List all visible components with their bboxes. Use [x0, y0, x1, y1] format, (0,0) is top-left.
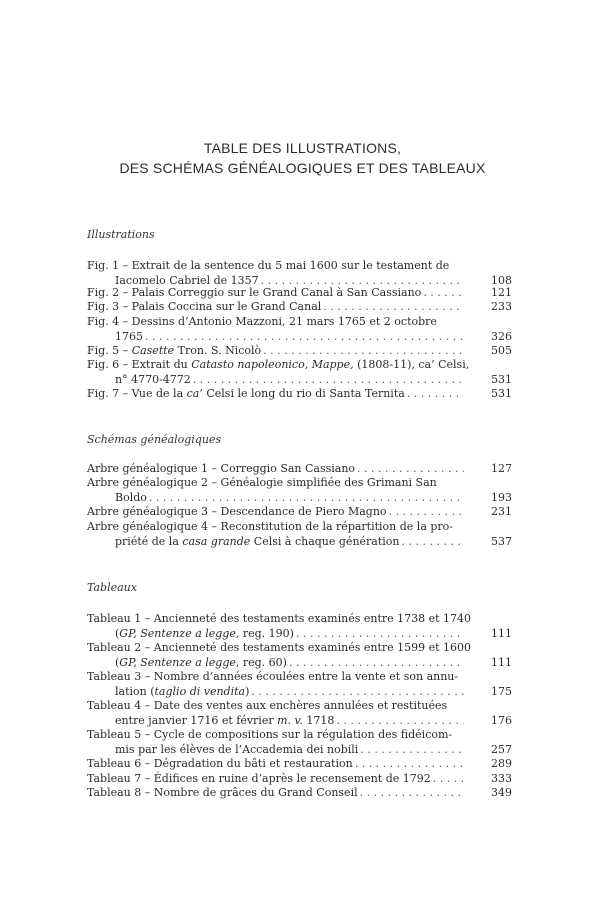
entry-text: Tableau 3 – Nombre d’années écoulées entre la vente et son annu- — [87, 670, 459, 683]
entry-prefix: Fig. 5 – — [87, 344, 132, 357]
entry-text: Arbre généalogique 1 – Correggio San Cassiano — [87, 462, 356, 475]
page-number: 289 — [491, 757, 512, 770]
page-number: 349 — [491, 786, 512, 799]
entry-text: Arbre généalogique 4 – Reconstitution de la répartition de la pro- — [87, 520, 454, 533]
entry-text: Fig. 4 – Dessins d’Antonio Mazzoni, 21 mars 1765 et 2 octobre — [87, 315, 437, 328]
page-title-line-2: DES SCHÉMAS GÉNÉALOGIQUES ET DES TABLEAUX — [119, 160, 486, 176]
toc-entry-fig-5 — [87, 343, 512, 358]
toc-entry-tableau-7 — [87, 771, 512, 786]
dot-leader — [407, 386, 464, 401]
section-heading-tableaux: Tableaux — [87, 581, 137, 594]
entry-rest: Celsi le long du rio di Santa Ternita — [202, 387, 405, 400]
page-number: 531 — [491, 373, 512, 386]
entry-rest: ) — [245, 685, 250, 698]
toc-entry-tableau-5 — [87, 727, 512, 757]
dot-leader — [355, 756, 464, 771]
entry-italic: taglio di vendita — [154, 685, 246, 698]
entry-text: Arbre généalogique 2 – Généalogie simplifiée des Grimani San — [87, 476, 437, 489]
toc-entry-tableau-3 — [87, 669, 512, 699]
entry-text: Fig. 3 – Palais Coccina sur le Grand Canal — [87, 300, 322, 313]
toc-entry-arbre-2 — [87, 475, 512, 505]
page-number: 333 — [491, 772, 512, 785]
entry-rest: Tron. S. Nicolò — [174, 344, 262, 357]
entry-italic: m. v. — [277, 714, 303, 727]
page-number: 231 — [491, 505, 512, 518]
dot-leader — [323, 299, 464, 314]
toc-entry-fig-4 — [87, 314, 512, 344]
entry-text: Tableau 1 – Ancienneté des testaments examinés entre 1738 et 1740 — [87, 612, 472, 625]
dot-leader — [389, 504, 464, 519]
dot-leader — [296, 626, 464, 641]
entry-text: Tableau 8 – Nombre de grâces du Grand Conseil — [87, 786, 358, 799]
entry-text-cont: n° 4770-4772 — [115, 373, 191, 386]
entry-text-cont: ( — [115, 627, 120, 640]
dot-leader — [193, 372, 464, 387]
entry-text-cont: mis par les élèves de l’Accademia dei nobili — [115, 743, 359, 756]
page-number: 111 — [491, 627, 512, 640]
page-number: 257 — [491, 743, 512, 756]
entry-italic: Catasto napoleonico, Mappe, — [191, 358, 354, 371]
dot-leader — [357, 461, 464, 476]
entry-prefix: Fig. 7 – Vue de la — [87, 387, 187, 400]
page-number: 537 — [491, 535, 512, 548]
entry-text: Tableau 7 – Édifices en ruine d’après le recensement de 1792 — [87, 772, 431, 785]
dot-leader — [360, 785, 464, 800]
page-number: 326 — [491, 330, 512, 343]
entry-text-cont: 1765 — [115, 330, 143, 343]
toc-entry-tableau-1 — [87, 611, 512, 641]
entry-rest: Celsi à chaque génération — [250, 535, 400, 548]
entry-text-cont: lation ( — [115, 685, 155, 698]
page-number: 233 — [491, 300, 512, 313]
entry-rest: , reg. 60) — [235, 656, 287, 669]
entry-text-cont: priété de la — [115, 535, 183, 548]
entry-text: Fig. 2 – Palais Correggio sur le Grand Canal à San Cassiano — [87, 286, 422, 299]
entry-text-cont: Iacomelo Cabriel de 1357 — [115, 274, 259, 287]
dot-leader — [145, 329, 464, 344]
toc-entry-arbre-3 — [87, 504, 512, 519]
dot-leader — [423, 285, 464, 300]
section-heading-schemas: Schémas généalogiques — [87, 433, 222, 446]
dot-leader — [360, 742, 464, 757]
dot-leader — [402, 534, 465, 549]
page-number: 193 — [491, 491, 512, 504]
entry-text: Tableau 2 – Ancienneté des testaments examinés entre 1599 et 1600 — [87, 641, 472, 654]
entry-italic: casa grande — [182, 535, 251, 548]
entry-rest: 1718 — [302, 714, 335, 727]
entry-text: Tableau 5 – Cycle de compositions sur la régulation des fidéicom- — [87, 728, 453, 741]
toc-entry-tableau-8 — [87, 785, 512, 800]
dot-leader — [149, 490, 464, 505]
page-number: 121 — [491, 286, 512, 299]
page-number: 127 — [491, 462, 512, 475]
toc-entry-arbre-4 — [87, 519, 512, 549]
entry-text-cont: Boldo — [115, 491, 147, 504]
toc-entry-fig-6 — [87, 357, 512, 387]
entry-rest: (1808-11), ca’ Celsi, — [353, 358, 470, 371]
toc-entry-fig-2 — [87, 285, 512, 300]
entry-text-cont: entre janvier 1716 et février — [115, 714, 278, 727]
page-number: 505 — [491, 344, 512, 357]
entry-italic: GP, Sentenze a legge — [119, 627, 236, 640]
entry-text: Fig. 1 – Extrait de la sentence du 5 mai 1600 sur le testament de — [87, 259, 450, 272]
entry-italic: ca’ — [186, 387, 203, 400]
entry-text-cont: ( — [115, 656, 120, 669]
page-number: 175 — [491, 685, 512, 698]
entry-italic: GP, Sentenze a legge — [119, 656, 236, 669]
entry-text: Tableau 4 – Date des ventes aux enchères annulées et restituées — [87, 699, 448, 712]
dot-leader — [433, 771, 464, 786]
toc-entry-fig-7 — [87, 386, 512, 401]
dot-leader — [336, 713, 464, 728]
toc-entry-fig-1 — [87, 258, 512, 288]
toc-entry-arbre-1 — [87, 461, 512, 476]
page-number: 176 — [491, 714, 512, 727]
dot-leader — [263, 343, 464, 358]
toc-entry-fig-3 — [87, 299, 512, 314]
entry-text: Arbre généalogique 3 – Descendance de Piero Magno — [87, 505, 387, 518]
page-title-line-1: TABLE DES ILLUSTRATIONS, — [203, 140, 402, 156]
page-number: 108 — [491, 274, 512, 287]
entry-text: Tableau 6 – Dégradation du bâti et restauration — [87, 757, 353, 770]
dot-leader — [251, 684, 464, 699]
toc-entry-tableau-4 — [87, 698, 512, 728]
entry-prefix: Fig. 6 – Extrait du — [87, 358, 192, 371]
toc-entry-tableau-6 — [87, 756, 512, 771]
toc-entry-tableau-2 — [87, 640, 512, 670]
entry-italic: Casette — [131, 344, 175, 357]
entry-rest: , reg. 190) — [235, 627, 294, 640]
section-heading-illustrations: Illustrations — [87, 228, 155, 241]
dot-leader — [289, 655, 464, 670]
page-number: 531 — [491, 387, 512, 400]
page-number: 111 — [491, 656, 512, 669]
